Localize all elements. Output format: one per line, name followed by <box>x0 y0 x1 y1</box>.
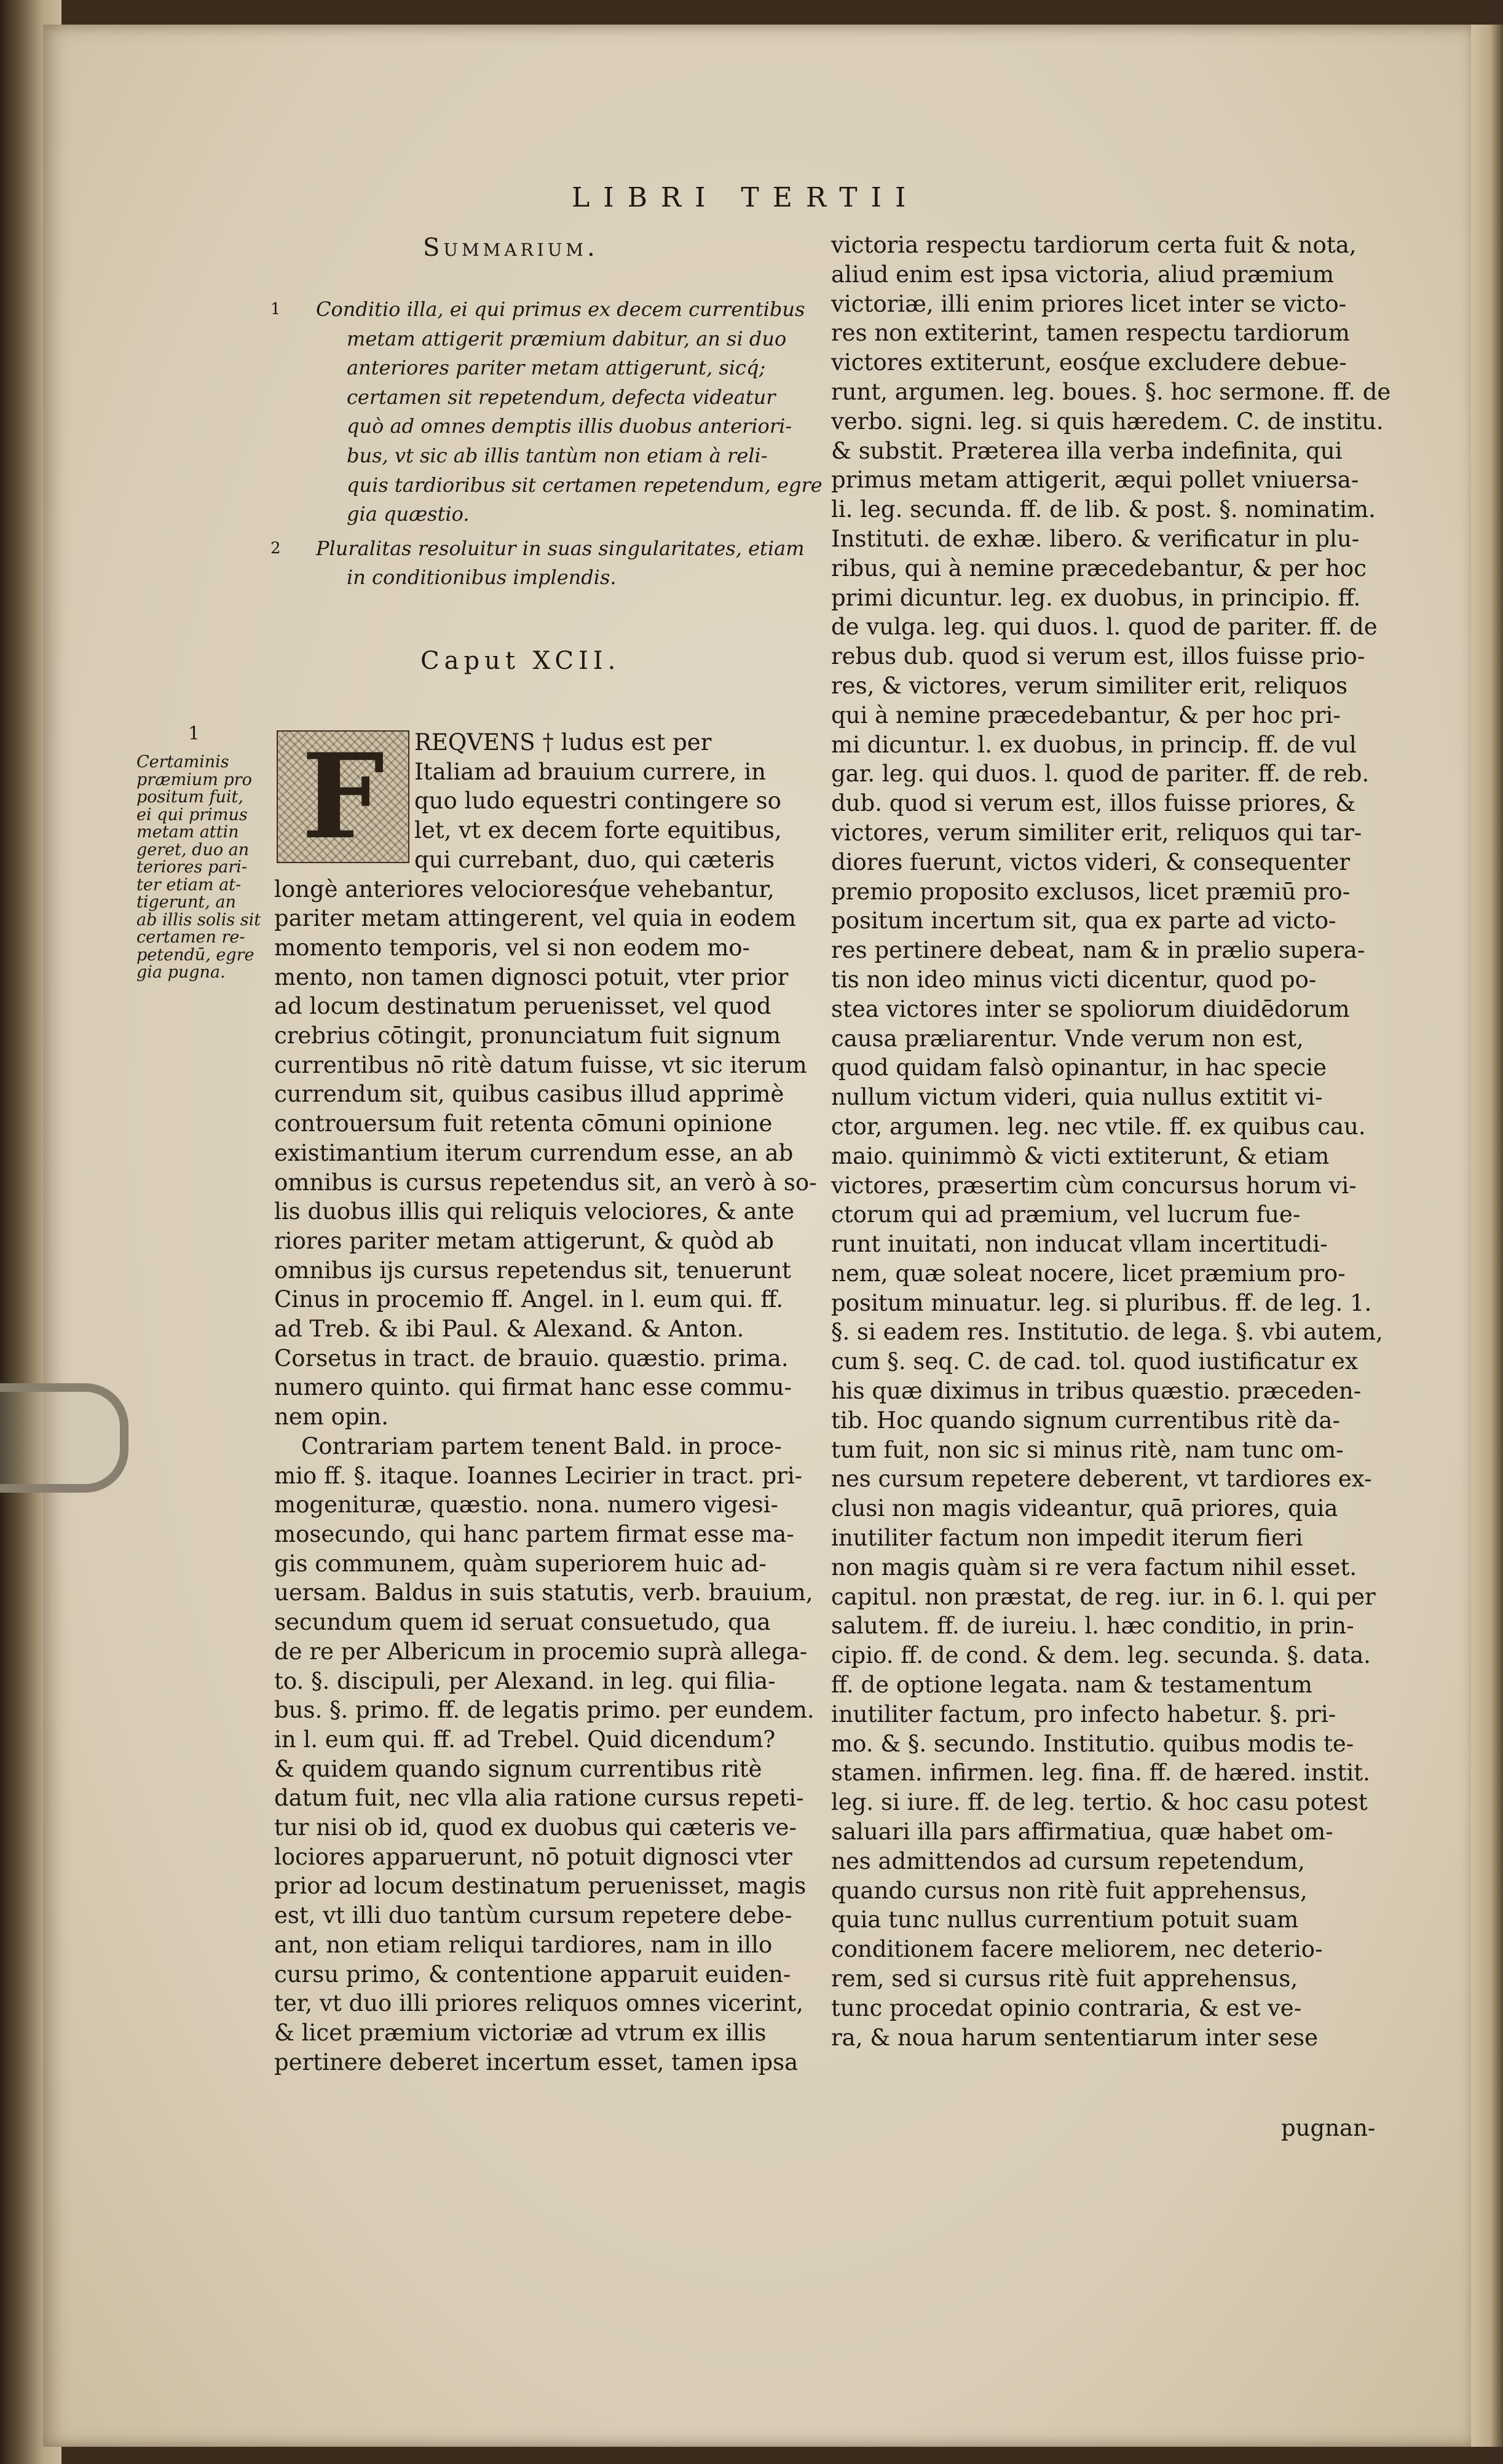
text-line: li. leg. secunda. ff. de lib. & post. §. nominatim. <box>831 496 1376 523</box>
text-line: controuersum fuit retenta cōmuni opinione <box>274 1110 773 1137</box>
summary-line: bus, vt sic ab illis tantùm non etiam à reli- <box>347 443 768 467</box>
text-line: conditionem facere meliorem, nec deterio- <box>831 1936 1323 1963</box>
text-line: & licet præmium victoriæ ad vtrum ex illis <box>274 2019 767 2046</box>
text-line: primi dicuntur. leg. ex duobus, in principio. ff. <box>831 584 1361 611</box>
text-line: existimantium iterum currendum esse, an ab <box>274 1139 794 1166</box>
text-line: nes cursum repetere deberent, vt tardiores ex- <box>831 1466 1372 1493</box>
text-line: aliud enim est ipsa victoria, aliud præmium <box>831 261 1334 288</box>
margin-note-line: gia pugna. <box>136 963 226 982</box>
text-line: & substit. Præterea illa verba indefinita, qui <box>831 437 1343 464</box>
text-line: res non extiterint, tamen respectu tardiorum <box>831 320 1350 347</box>
text-line: mi dicuntur. l. ex duobus, in princip. ff. de vul <box>831 731 1357 758</box>
text-line: ra, & noua harum sententiarum inter sese <box>831 2024 1319 2051</box>
margin-note-line: ab illis solis sit <box>136 910 261 930</box>
text-line: res pertinere debeat, nam & in prælio supera- <box>831 937 1365 964</box>
text-line: victores extiterunt, eosq́ue excludere debue- <box>831 349 1347 376</box>
text-line: omnibus ijs cursus repetendus sit, tenuerunt <box>274 1257 791 1284</box>
margin-note-line: Certaminis <box>136 752 229 772</box>
text-line: causa præliarentur. Vnde verum non est, <box>831 1025 1304 1052</box>
text-line: tib. Hoc quando signum currentibus ritè da- <box>831 1407 1340 1434</box>
text-line: est, vt illi duo tantùm cursum repetere debe- <box>274 1902 792 1929</box>
summary-item-number: 2 <box>270 539 281 558</box>
text-line: primus metam attigerit, æqui pollet vniuersa- <box>831 467 1359 494</box>
text-line: Corsetus in tract. de brauio. quæstio. prima. <box>274 1345 789 1372</box>
text-line: quo ludo equestri contingere so <box>414 788 781 815</box>
text-line: currendum sit, quibus casibus illud apprimè <box>274 1081 784 1108</box>
text-line: de re per Albericum in procemio suprà allega- <box>274 1638 808 1665</box>
text-line: res, & victores, verum similiter erit, reliquos <box>831 672 1348 699</box>
text-line: tum fuit, non sic si minus ritè, nam tunc om- <box>831 1436 1344 1463</box>
summary-list <box>258 295 823 598</box>
text-line: Italiam ad brauium currere, in <box>414 758 766 785</box>
summary-line: quis tardioribus sit certamen repetendum, egre <box>347 473 823 497</box>
chapter-title: Caput XCII. <box>420 647 621 675</box>
text-line: rebus dub. quod si verum est, illos fuisse prio- <box>831 643 1365 670</box>
margin-note <box>136 754 269 982</box>
text-line: cipio. ff. de cond. & dem. leg. secunda. §. data. <box>831 1642 1371 1669</box>
text-line: ad Treb. & ibi Paul. & Alexand. & Anton. <box>274 1316 744 1343</box>
text-line: & quidem quando signum currentibus ritè <box>274 1755 762 1782</box>
summary-item <box>258 295 823 529</box>
text-line: positum minuatur. leg. si pluribus. ff. de leg. 1. <box>831 1289 1372 1316</box>
text-line: tis non ideo minus victi dicentur, quod po- <box>831 966 1317 993</box>
text-line: ctor, argumen. leg. nec vtile. ff. ex quibus cau. <box>831 1113 1366 1140</box>
margin-note-line: teriores pari- <box>136 858 247 877</box>
text-line: nullum victum videri, quia nullus extitit vi- <box>831 1084 1323 1111</box>
text-line: quando cursus non ritè fuit apprehensus, <box>831 1877 1308 1904</box>
text-line: crebrius cōtingit, pronunciatum fuit signum <box>274 1022 781 1049</box>
text-line: runt inuitati, non inducat vllam incertitudi- <box>831 1231 1328 1258</box>
text-line: gis communem, quàm superiorem huic ad- <box>274 1550 767 1577</box>
text-line: mio ff. §. itaque. Ioannes Lecirier in tract. pri- <box>274 1462 803 1489</box>
text-line: inutiliter factum, pro infecto habetur. §. pri- <box>831 1700 1336 1728</box>
text-line: his quæ diximus in tribus quæstio. præceden- <box>831 1378 1362 1405</box>
summary-line: quò ad omnes demptis illis duobus anteriori- <box>347 414 792 438</box>
text-line: quia tunc nullus currentium potuit suam <box>831 1906 1299 1933</box>
text-line: ter, vt duo illi priores reliquos omnes vicerint, <box>274 1990 803 2017</box>
text-line: gar. leg. qui duos. l. quod de pariter. ff. de reb. <box>831 760 1370 788</box>
text-line: momento temporis, vel si non eodem mo- <box>274 934 751 961</box>
text-line: bus. §. primo. ff. de legatis primo. per eundem. <box>274 1697 815 1724</box>
text-line: de vulga. leg. qui duos. l. quod de pariter. ff. de <box>831 614 1378 641</box>
text-line: maio. quinimmò & victi extiterunt, & etiam <box>831 1142 1330 1169</box>
text-line: REQVENS † ludus est per <box>414 729 712 756</box>
text-line: lociores apparuerunt, nō potuit dignosci vter <box>274 1843 792 1870</box>
text-line: diores fuerunt, victos videri, & consequenter <box>831 848 1351 875</box>
margin-note-line: metam attin <box>136 823 239 842</box>
text-line: mento, non tamen dignosci potuit, vter prior <box>274 963 789 990</box>
text-line: qui currebant, duo, qui cæteris <box>414 846 775 873</box>
decorated-initial: F <box>277 730 409 863</box>
margin-note-line: ter etiam at- <box>136 875 242 894</box>
text-line: cursu primo, & contentione apparuit euiden- <box>274 1961 791 1988</box>
text-line: nem opin. <box>274 1404 389 1431</box>
text-line: qui à nemine præcedebantur, & per hoc pri- <box>831 701 1341 729</box>
text-line: nes admittendos ad cursum repetendum, <box>831 1847 1305 1874</box>
text-line: ctorum qui ad præmium, vel lucrum fue- <box>831 1201 1301 1228</box>
right-text-column <box>831 231 1391 2052</box>
text-line: verbo. signi. leg. si quis hæredem. C. de institu. <box>831 408 1384 435</box>
text-line: stea victores inter se spoliorum diuidēdorum <box>831 995 1350 1022</box>
text-line: victoriæ, illi enim priores licet inter se victo- <box>831 290 1347 317</box>
text-line: ad locum destinatum peruenisset, vel quod <box>274 993 771 1020</box>
text-line: runt, argumen. leg. boues. §. hoc sermone. ff. de <box>831 378 1391 405</box>
text-line: currentibus nō ritè datum fuisse, vt sic iterum <box>274 1051 807 1078</box>
text-line: tunc procedat opinio contraria, & est ve- <box>831 1994 1302 2021</box>
summary-line: anteriores pariter metam attigerunt, sicq́; <box>347 356 766 380</box>
summary-line: Conditio illa, ei qui primus ex decem currentibus <box>316 298 805 321</box>
text-line: omnibus is cursus repetendus sit, an verò à so- <box>274 1169 817 1196</box>
text-line: Instituti. de exhæ. libero. & verificatur in plu- <box>831 525 1360 552</box>
text-line: let, vt ex decem forte equitibus, <box>414 817 782 844</box>
text-line: Cinus in procemio ff. Angel. in l. eum qui. ff. <box>274 1286 784 1313</box>
text-line: victores, verum similiter erit, reliquos qui tar- <box>831 819 1362 846</box>
text-line: salutem. ff. de iureiu. l. hæc conditio, in prin- <box>831 1613 1354 1640</box>
text-line: lis duobus illis qui reliquis velociores, & ante <box>274 1198 795 1225</box>
summary-line: in conditionibus implendis. <box>347 566 617 590</box>
text-line: clusi non magis videantur, quā priores, quia <box>831 1495 1338 1522</box>
text-line: Contrariam partem tenent Bald. in proce- <box>301 1432 782 1459</box>
text-line: ant, non etiam reliqui tardiores, nam in illo <box>274 1931 773 1958</box>
summary-item <box>258 534 805 593</box>
text-line: ff. de optione legata. nam & testamentum <box>831 1672 1312 1699</box>
margin-note-line: petendū, egre <box>136 945 254 965</box>
left-text-column <box>274 728 817 2077</box>
text-line: uersam. Baldus in suis statutis, verb. brauium, <box>274 1579 813 1606</box>
summary-item-number: 1 <box>270 300 281 318</box>
text-line: mo. & §. secundo. Institutio. quibus modis te- <box>831 1730 1354 1757</box>
running-title: LIBRI TERTII <box>572 182 920 213</box>
summary-title: Summarium. <box>423 234 599 262</box>
text-line: tur nisi ob id, quod ex duobus qui cæteris ve- <box>274 1814 797 1841</box>
text-line: pariter metam attingerent, vel quia in eodem <box>274 905 796 932</box>
text-line: victoria respectu tardiorum certa fuit & nota, <box>831 232 1357 258</box>
text-line: in l. eum qui. ff. ad Trebel. Quid dicendum? <box>274 1726 776 1753</box>
text-line: saluari illa pars affirmatiua, quæ habet om- <box>831 1818 1333 1846</box>
margin-number: 1 <box>188 723 200 744</box>
text-line: mogenituræ, quæstio. nona. numero vigesi- <box>274 1491 778 1518</box>
text-line: dub. quod si verum est, illos fuisse priores, & <box>831 790 1356 817</box>
text-line: longè anteriores velocioresq́ue vehebantur, <box>274 875 775 902</box>
text-line: victores, præsertim cùm concursus horum vi- <box>831 1172 1357 1199</box>
catchword: pugnan- <box>1281 2115 1376 2141</box>
margin-note-line: certamen re- <box>136 928 245 947</box>
summary-line: certamen sit repetendum, defecta videatur <box>347 385 776 409</box>
text-line: pertinere deberet incertum esset, tamen ipsa <box>274 2048 799 2075</box>
text-line: datum fuit, nec vlla alia ratione cursus repeti- <box>274 1785 804 1812</box>
text-line: prior ad locum destinatum peruenisset, magis <box>274 1873 807 1900</box>
text-line: cum §. seq. C. de cad. tol. quod iustificatur ex <box>831 1348 1358 1375</box>
margin-note-line: geret, duo an <box>136 840 250 859</box>
text-line: mosecundo, qui hanc partem firmat esse ma- <box>274 1520 794 1547</box>
text-line: rem, sed si cursus ritè fuit apprehensus, <box>831 1965 1298 1992</box>
text-line: numero quinto. qui firmat hanc esse commu- <box>274 1374 792 1401</box>
page-stack-edge <box>1471 25 1503 2447</box>
text-line: stamen. infirmen. leg. fina. ff. de hæred. instit. <box>831 1759 1370 1787</box>
page-clip <box>0 1383 128 1493</box>
text-line: positum incertum sit, qua ex parte ad victo- <box>831 907 1336 934</box>
margin-note-line: tigerunt, an <box>136 893 236 912</box>
text-line: non magis quàm si re vera factum nihil esset. <box>831 1554 1357 1581</box>
summary-line: Pluralitas resoluitur in suas singularitates, etiam <box>316 536 805 560</box>
summary-line: metam attigerit præmium dabitur, an si duo <box>347 326 787 350</box>
text-line: secundum quem id seruat consuetudo, qua <box>274 1609 771 1636</box>
text-line: ribus, qui à nemine præcedebantur, & per hoc <box>831 555 1367 582</box>
summary-line: gia quæstio. <box>347 502 470 526</box>
margin-note-line: positum fuit, <box>136 788 243 807</box>
text-line: to. §. discipuli, per Alexand. in leg. qui filia- <box>274 1667 776 1694</box>
margin-note-line: ei qui primus <box>136 805 248 824</box>
text-line: nem, quæ soleat nocere, licet præmium pro- <box>831 1260 1346 1287</box>
text-line: quod quidam falsò opinantur, in hac specie <box>831 1054 1327 1081</box>
margin-note-line: præmium pro <box>136 770 252 789</box>
text-line: §. si eadem res. Institutio. de lega. §. vbi autem, <box>831 1319 1383 1346</box>
text-line: inutiliter factum non impedit iterum fieri <box>831 1525 1303 1552</box>
text-line: riores pariter metam attigerunt, & quòd ab <box>274 1227 774 1254</box>
text-line: premio proposito exclusos, licet præmiū pro- <box>831 878 1351 905</box>
text-line: leg. si iure. ff. de leg. tertio. & hoc casu potest <box>831 1789 1368 1816</box>
text-line: capitul. non præstat, de reg. iur. in 6. l. qui per <box>831 1583 1376 1610</box>
